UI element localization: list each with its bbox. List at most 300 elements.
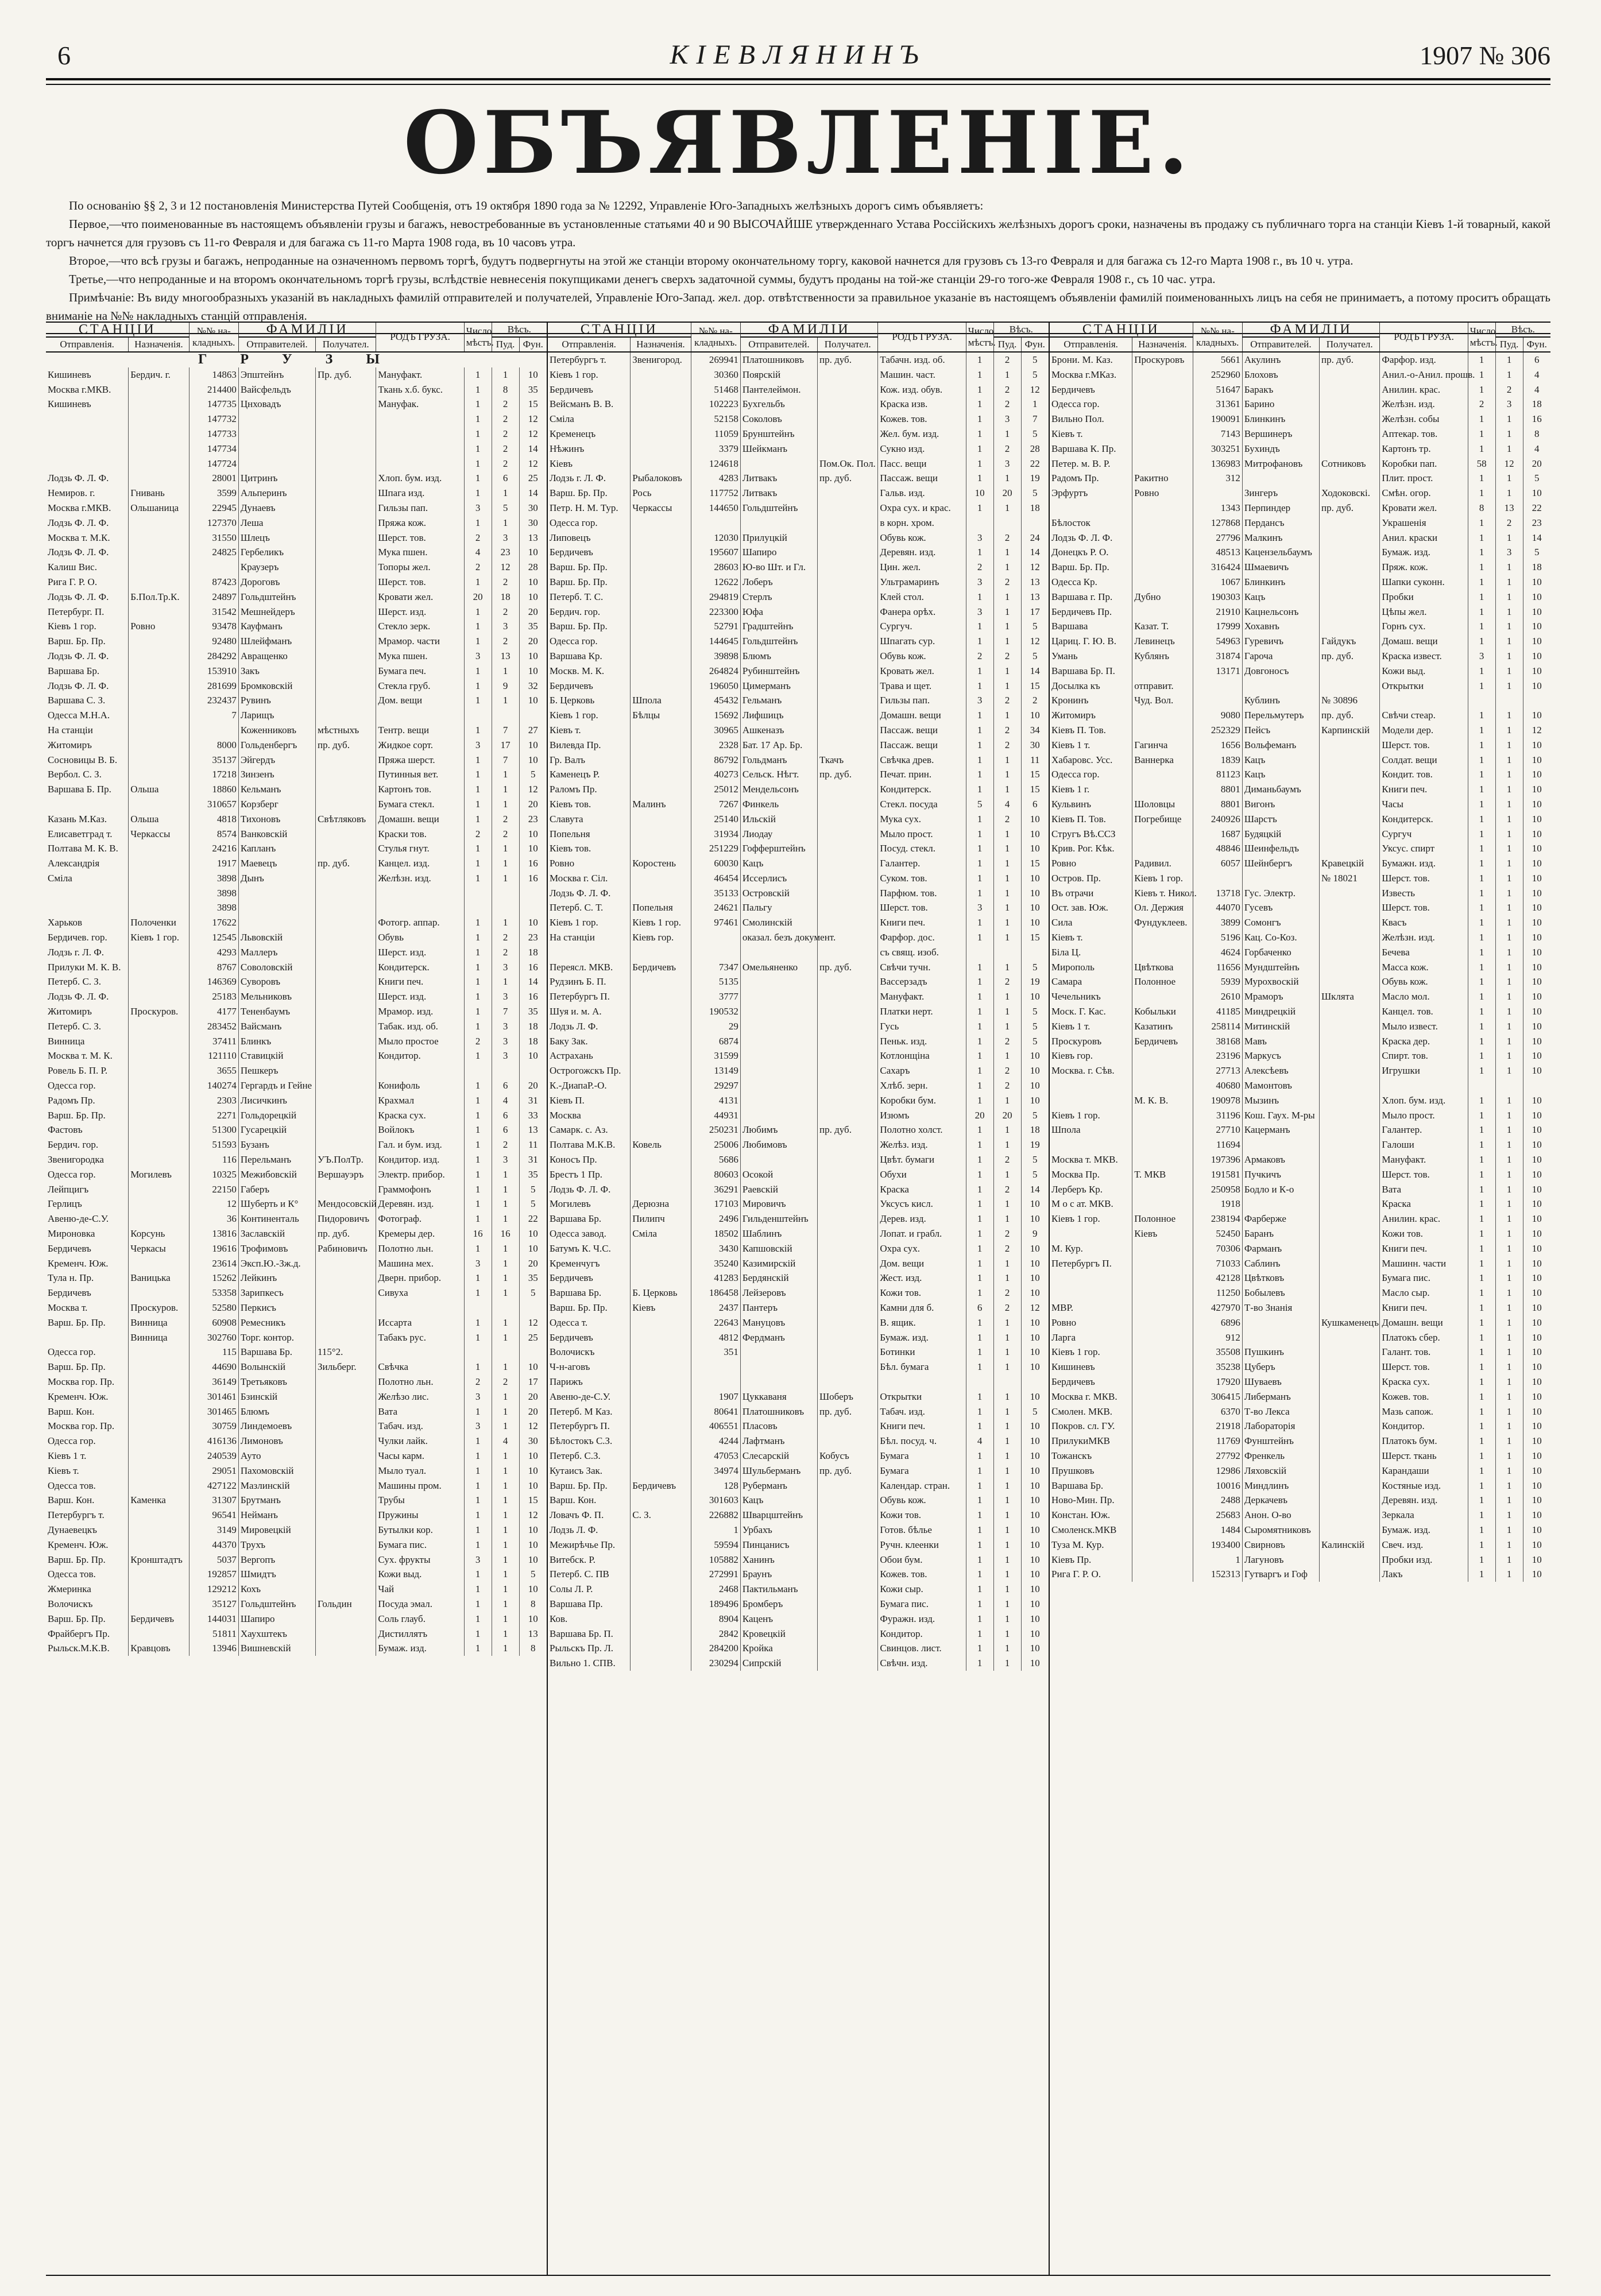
ledger-row bbox=[46, 1463, 547, 1478]
ledger-row bbox=[46, 1582, 547, 1597]
cell-funt: 10 bbox=[1532, 1361, 1542, 1373]
cell-waybill: 127370 bbox=[189, 516, 238, 531]
cell-sender: Нейманъ bbox=[238, 1508, 315, 1523]
cell-places: 1 bbox=[966, 989, 993, 1004]
cell-cargo: Кровати жел. bbox=[1380, 501, 1468, 516]
cell-places: 1 bbox=[1468, 1315, 1495, 1330]
ledger-table bbox=[548, 323, 1049, 1671]
cell-places: 1 bbox=[966, 886, 993, 901]
cell-sender: Авращенко bbox=[238, 649, 315, 664]
cell-sender: Фердманъ bbox=[740, 1330, 817, 1345]
cell-sender bbox=[238, 456, 315, 471]
cell-pud: 1 bbox=[1495, 1567, 1523, 1582]
cell-from-station: Моск. Г. Кас. bbox=[1050, 1004, 1132, 1019]
ledger-row bbox=[548, 649, 1049, 664]
cell-cargo: Желѣзн. изд. bbox=[1380, 930, 1468, 945]
ledger-row bbox=[548, 501, 1049, 516]
cell-places: 3 bbox=[464, 1389, 492, 1404]
cell-sender: Маллеръ bbox=[238, 945, 315, 960]
cell-from-station: Лодзь Ф. Л. Ф. bbox=[46, 649, 129, 664]
cell-waybill: 48513 bbox=[1193, 545, 1242, 560]
cell-waybill: 31550 bbox=[189, 531, 238, 545]
cell-to-station: Гнивань bbox=[129, 486, 189, 501]
ledger-row bbox=[1050, 1419, 1550, 1434]
cell-sender bbox=[1242, 1315, 1319, 1330]
ledger-row bbox=[46, 1419, 547, 1434]
cell-receiver: Сотниковъ bbox=[1320, 456, 1380, 471]
header-pud: Пуд. bbox=[1495, 337, 1523, 352]
cell-places: 1 bbox=[1468, 664, 1495, 679]
cell-cargo: Обои бум. bbox=[878, 1552, 966, 1567]
cell-to-station: Шпола bbox=[631, 693, 691, 708]
cell-from-station: МВР. bbox=[1050, 1300, 1132, 1315]
cell-places: 1 bbox=[966, 1641, 993, 1656]
cell-from-station: Констан. Юж. bbox=[1050, 1508, 1132, 1523]
cell-pud: 4 bbox=[492, 1093, 519, 1108]
cell-to-station: Могилевъ bbox=[129, 1167, 189, 1182]
ledger-row bbox=[1050, 619, 1550, 634]
cell-receiver bbox=[316, 545, 376, 560]
cell-receiver: пр. дуб. bbox=[1320, 649, 1380, 664]
ledger-row bbox=[548, 1078, 1049, 1093]
cell-pud: 1 bbox=[1495, 1034, 1523, 1049]
cell-from-station: Варш. Бр. Пр. bbox=[548, 1478, 631, 1493]
cell-funt: 5 bbox=[1032, 369, 1038, 380]
cell-places: 1 bbox=[966, 1271, 993, 1286]
cell-receiver bbox=[316, 1419, 376, 1434]
cell-funt: 10 bbox=[1030, 1480, 1040, 1491]
cell-sender: Баранъ bbox=[1242, 1226, 1319, 1241]
cell-sender: Баракъ bbox=[1242, 382, 1319, 397]
cell-funt: 34 bbox=[1030, 724, 1040, 735]
cell-cargo: Мануфакт. bbox=[1380, 1152, 1468, 1167]
cell-receiver bbox=[316, 782, 376, 797]
cell-from-station: Парижъ bbox=[548, 1374, 631, 1389]
ledger-row bbox=[46, 516, 547, 531]
cell-to-station bbox=[129, 1152, 189, 1167]
cell-places: 3 bbox=[464, 1552, 492, 1567]
cell-cargo: Свинцов. лист. bbox=[878, 1641, 966, 1656]
cell-to-station bbox=[631, 1019, 691, 1034]
cell-funt: 10 bbox=[1532, 961, 1542, 973]
cell-sender: Будяцкій bbox=[1242, 827, 1319, 842]
cell-sender: Мамонтовъ bbox=[1242, 1078, 1319, 1093]
cell-places: 1 bbox=[966, 1478, 993, 1493]
cell-pud: 3 bbox=[492, 960, 519, 975]
cell-places: 1 bbox=[1468, 427, 1495, 442]
cell-receiver bbox=[818, 1197, 878, 1211]
cell-receiver bbox=[316, 1315, 376, 1330]
cell-from-station: Шуя и. м. А. bbox=[548, 1004, 631, 1019]
cell-pud: 1 bbox=[492, 1538, 519, 1552]
cell-funt: 31 bbox=[528, 1094, 538, 1106]
cell-cargo: Уксус. спирт bbox=[1380, 841, 1468, 856]
cell-funt: 18 bbox=[1532, 398, 1542, 410]
cell-places: 1 bbox=[464, 1167, 492, 1182]
cell-waybill: 54963 bbox=[1193, 634, 1242, 649]
ledger-row bbox=[1050, 442, 1550, 456]
cell-waybill: 52791 bbox=[691, 619, 740, 634]
cell-cargo: Бумага пис. bbox=[376, 1538, 464, 1552]
ledger-section bbox=[548, 323, 1050, 2275]
cell-pud: 1 bbox=[492, 797, 519, 812]
ledger-row bbox=[1050, 989, 1550, 1004]
cell-sender: Эйгердъ bbox=[238, 753, 315, 768]
cell-receiver bbox=[316, 516, 376, 531]
cell-from-station: Москва. г. Сѣв. bbox=[1050, 1063, 1132, 1078]
cell-to-station: Кіевъ 1 гор. bbox=[631, 915, 691, 930]
cell-waybill: 147724 bbox=[189, 456, 238, 471]
cell-cargo: Свѣчи тучн. bbox=[878, 960, 966, 975]
cell-pud: 1 bbox=[492, 1271, 519, 1286]
cell-waybill: 4244 bbox=[691, 1434, 740, 1449]
cell-from-station: Кіевъ bbox=[548, 456, 631, 471]
ledger-row bbox=[548, 486, 1049, 501]
cell-receiver bbox=[316, 456, 376, 471]
cell-waybill: 48846 bbox=[1193, 841, 1242, 856]
ledger-row bbox=[46, 1019, 547, 1034]
cell-cargo: Бумаж. изд. bbox=[1380, 545, 1468, 560]
cell-funt: 10 bbox=[1030, 710, 1040, 721]
cell-from-station: Бердичевъ bbox=[548, 545, 631, 560]
ledger-row bbox=[46, 753, 547, 768]
cell-from-station: Петерб. С. З. bbox=[46, 1019, 129, 1034]
cell-cargo: Горнъ сух. bbox=[1380, 619, 1468, 634]
header-stations: СТАНЦІИ bbox=[46, 323, 189, 337]
cell-waybill: 252329 bbox=[1193, 723, 1242, 738]
cell-cargo: Кожев. тов. bbox=[1380, 1389, 1468, 1404]
cell-to-station bbox=[129, 1211, 189, 1226]
cell-receiver bbox=[316, 827, 376, 842]
cell-cargo: Пассаж. вещи bbox=[878, 723, 966, 738]
cell-cargo: Гальв. изд. bbox=[878, 486, 966, 501]
ledger-row bbox=[1050, 974, 1550, 989]
ledger-row bbox=[548, 1300, 1049, 1315]
cell-waybill: 53358 bbox=[189, 1286, 238, 1300]
cell-funt: 32 bbox=[528, 680, 538, 691]
cell-pud: 4 bbox=[492, 1434, 519, 1449]
cell-cargo: Лакъ bbox=[1380, 1567, 1468, 1582]
cell-places: 1 bbox=[1468, 1211, 1495, 1226]
cell-waybill: 17999 bbox=[1193, 619, 1242, 634]
cell-waybill: 8767 bbox=[189, 960, 238, 975]
cell-to-station: Б. Церковь bbox=[631, 1286, 691, 1300]
cell-cargo: Платки нерт. bbox=[878, 1004, 966, 1019]
ledger-row bbox=[548, 545, 1049, 560]
cell-places: 1 bbox=[966, 1567, 993, 1582]
cell-funt: 10 bbox=[1030, 1287, 1040, 1299]
cell-sender: Армаковъ bbox=[1242, 1152, 1319, 1167]
cell-waybill: 4177 bbox=[189, 1004, 238, 1019]
header-waybill: №№ на-кладныхъ. bbox=[189, 323, 238, 352]
cell-pud: 1 bbox=[993, 1523, 1021, 1538]
cell-funt: 10 bbox=[1030, 1524, 1040, 1535]
cell-waybill bbox=[1193, 871, 1242, 886]
cell-receiver bbox=[316, 605, 376, 620]
cell-funt: 10 bbox=[1030, 1569, 1040, 1580]
ledger-row bbox=[548, 827, 1049, 842]
cell-funt: 10 bbox=[1532, 872, 1542, 884]
cell-cargo: Охра сух. и крас. bbox=[878, 501, 966, 516]
ledger-row bbox=[1050, 1389, 1550, 1404]
cell-receiver: пр. дуб. bbox=[316, 1226, 376, 1241]
cell-to-station bbox=[1132, 1404, 1193, 1419]
cell-places: 1 bbox=[1468, 634, 1495, 649]
cell-cargo: Игрушки bbox=[1380, 1063, 1468, 1078]
cell-from-station bbox=[46, 427, 129, 442]
cell-pud: 2 bbox=[993, 531, 1021, 545]
issue-number: 1907 № 306 bbox=[1420, 41, 1550, 70]
cell-sender: Либерманъ bbox=[1242, 1389, 1319, 1404]
cell-places: 1 bbox=[464, 1137, 492, 1152]
cell-cargo: Сургуч. bbox=[878, 619, 966, 634]
cell-cargo bbox=[376, 886, 464, 901]
cell-places: 1 bbox=[464, 1108, 492, 1123]
cell-receiver bbox=[818, 367, 878, 382]
ledger-row bbox=[548, 1434, 1049, 1449]
cell-places: 1 bbox=[464, 679, 492, 694]
cell-cargo: Топоры жел. bbox=[376, 560, 464, 575]
cell-receiver: пр. дуб. bbox=[316, 738, 376, 753]
cargo-group-heading: Г Р У З Ы bbox=[198, 352, 395, 367]
cell-waybill: 5135 bbox=[691, 974, 740, 989]
cell-waybill: 294819 bbox=[691, 590, 740, 605]
cell-funt: 20 bbox=[528, 1080, 538, 1091]
cell-places: 1 bbox=[966, 1360, 993, 1374]
cell-sender: Ильскій bbox=[740, 812, 817, 827]
cell-places: 1 bbox=[1468, 812, 1495, 827]
ledger-row bbox=[1050, 1122, 1550, 1137]
cell-to-station bbox=[631, 575, 691, 590]
cell-pud: 1 bbox=[1495, 1226, 1523, 1241]
cell-sender: Цуккаваня bbox=[740, 1389, 817, 1404]
cell-waybill: 1839 bbox=[1193, 753, 1242, 768]
cell-places: 1 bbox=[1468, 827, 1495, 842]
cell-receiver bbox=[1320, 827, 1380, 842]
cell-places: 1 bbox=[1468, 1552, 1495, 1567]
cell-places: 1 bbox=[464, 723, 492, 738]
cell-sender: Кац. Со-Коз. bbox=[1242, 930, 1319, 945]
cell-pud: 1 bbox=[492, 367, 519, 382]
cell-from-station: Раломъ Пр. bbox=[548, 782, 631, 797]
cell-places bbox=[464, 1345, 492, 1360]
cell-to-station bbox=[129, 723, 189, 738]
cell-receiver: пр. дуб. bbox=[818, 1463, 878, 1478]
cell-receiver bbox=[316, 471, 376, 486]
cell-cargo: Желѣзн. изд. bbox=[1380, 397, 1468, 412]
cell-to-station bbox=[631, 812, 691, 827]
cell-pud: 1 bbox=[1495, 1389, 1523, 1404]
cell-receiver bbox=[316, 767, 376, 782]
cell-waybill: 35137 bbox=[189, 753, 238, 768]
cell-waybill: 21910 bbox=[1193, 605, 1242, 620]
cell-places: 1 bbox=[1468, 1197, 1495, 1211]
cell-pud: 2 bbox=[993, 1063, 1021, 1078]
cell-waybill: 92480 bbox=[189, 634, 238, 649]
ledger-row bbox=[46, 1627, 547, 1641]
ledger-row bbox=[1050, 1552, 1550, 1567]
cell-sender: Гусарецкій bbox=[238, 1122, 315, 1137]
cell-cargo: Краска сух. bbox=[1380, 1374, 1468, 1389]
cell-sender: Гольденбергъ bbox=[238, 738, 315, 753]
cell-receiver bbox=[316, 1004, 376, 1019]
cell-sender: Лагуновъ bbox=[1242, 1552, 1319, 1567]
cell-waybill: 31599 bbox=[691, 1048, 740, 1063]
cell-to-station bbox=[1132, 1419, 1193, 1434]
cell-cargo: Шерст. тов. bbox=[1380, 1167, 1468, 1182]
cell-places: 1 bbox=[464, 456, 492, 471]
cell-cargo bbox=[878, 1374, 966, 1389]
cell-from-station: Кіевъ тов. bbox=[548, 841, 631, 856]
cell-waybill: 51468 bbox=[691, 382, 740, 397]
ledger-row bbox=[548, 1538, 1049, 1552]
cell-funt: 12 bbox=[1030, 636, 1040, 647]
cell-to-station bbox=[1132, 767, 1193, 782]
cell-places: 1 bbox=[966, 1019, 993, 1034]
cell-cargo: Квасъ bbox=[1380, 915, 1468, 930]
cell-receiver bbox=[818, 1478, 878, 1493]
ledger-row bbox=[46, 989, 547, 1004]
cell-cargo: Кондитерск. bbox=[1380, 812, 1468, 827]
cell-from-station: Москва гор. Пр. bbox=[46, 1419, 129, 1434]
cell-places: 1 bbox=[464, 367, 492, 382]
cell-funt: 25 bbox=[528, 1331, 538, 1343]
cell-to-station: Кіевъ т. Никол. bbox=[1132, 886, 1193, 901]
ledger-row bbox=[46, 1389, 547, 1404]
ledger-row bbox=[46, 782, 547, 797]
ledger-row bbox=[46, 1256, 547, 1271]
cell-from-station: Ч-н-аговъ bbox=[548, 1360, 631, 1374]
cell-to-station bbox=[631, 516, 691, 531]
cell-pud: 2 bbox=[993, 397, 1021, 412]
cell-receiver bbox=[316, 1434, 376, 1449]
cell-sender: Цимерманъ bbox=[740, 679, 817, 694]
cell-funt: 18 bbox=[528, 946, 538, 958]
cell-cargo: Ботинки bbox=[878, 1345, 966, 1360]
cell-pud: 1 bbox=[492, 1211, 519, 1226]
cell-cargo: Шпага изд. bbox=[376, 486, 464, 501]
ledger-row bbox=[1050, 693, 1550, 708]
cell-waybill: 2271 bbox=[189, 1108, 238, 1123]
cell-receiver bbox=[316, 679, 376, 694]
cell-to-station bbox=[631, 1182, 691, 1197]
cell-places: 1 bbox=[966, 1093, 993, 1108]
cell-waybill: 1687 bbox=[1193, 827, 1242, 842]
cell-waybill: 312 bbox=[1193, 471, 1242, 486]
cell-receiver bbox=[1320, 412, 1380, 427]
cell-sender: Бузанъ bbox=[238, 1137, 315, 1152]
cell-to-station bbox=[1132, 516, 1193, 531]
cell-sender: Кохъ bbox=[238, 1582, 315, 1597]
cell-sender: Блюмъ bbox=[740, 649, 817, 664]
header-weight: Вѣсъ. bbox=[1495, 323, 1550, 337]
cell-sender: Ларищъ bbox=[238, 708, 315, 723]
cell-to-station bbox=[129, 900, 189, 915]
cell-receiver bbox=[818, 886, 878, 901]
ledger-row bbox=[46, 1315, 547, 1330]
cell-places: 1 bbox=[464, 634, 492, 649]
cell-sender: Митинскій bbox=[1242, 1019, 1319, 1034]
cell-waybill: 192857 bbox=[189, 1567, 238, 1582]
cell-cargo: Свѣчн. изд. bbox=[878, 1656, 966, 1671]
cell-places: 1 bbox=[966, 974, 993, 989]
cell-from-station: Витебск. Р. bbox=[548, 1552, 631, 1567]
cell-funt: 35 bbox=[528, 1006, 538, 1017]
ledger-section bbox=[1050, 323, 1550, 2275]
cell-to-station bbox=[129, 679, 189, 694]
cell-receiver bbox=[818, 1034, 878, 1049]
cell-pud: 1 bbox=[993, 1211, 1021, 1226]
cell-places: 1 bbox=[464, 1182, 492, 1197]
cell-cargo: Украшенія bbox=[1380, 516, 1468, 531]
cell-to-station bbox=[129, 1449, 189, 1463]
cell-receiver: пр. дуб. bbox=[818, 1122, 878, 1137]
ledger-row bbox=[548, 1419, 1049, 1434]
ledger-row bbox=[46, 915, 547, 930]
cell-pud: 1 bbox=[1495, 1463, 1523, 1478]
cell-pud: 1 bbox=[1495, 1048, 1523, 1063]
cell-waybill: 8000 bbox=[189, 738, 238, 753]
cell-waybill: 30360 bbox=[691, 367, 740, 382]
cell-cargo: Мануфак. bbox=[376, 397, 464, 412]
cell-waybill: 13149 bbox=[691, 1063, 740, 1078]
cell-receiver bbox=[818, 516, 878, 531]
cell-receiver bbox=[1320, 753, 1380, 768]
cell-from-station: Москва г.МКВ. bbox=[46, 501, 129, 516]
cell-waybill: 24825 bbox=[189, 545, 238, 560]
cell-places: 1 bbox=[966, 856, 993, 871]
cell-waybill: 22945 bbox=[189, 501, 238, 516]
cell-places: 3 bbox=[464, 501, 492, 516]
cell-cargo: Обувь кож. bbox=[1380, 974, 1468, 989]
cell-to-station bbox=[129, 1078, 189, 1093]
cell-pud: 2 bbox=[993, 1034, 1021, 1049]
cell-pud: 1 bbox=[993, 1508, 1021, 1523]
cell-places: 3 bbox=[464, 738, 492, 753]
cell-pud: 1 bbox=[1495, 708, 1523, 723]
cell-pud: 1 bbox=[993, 886, 1021, 901]
cell-funt bbox=[1523, 1078, 1550, 1093]
cell-from-station bbox=[46, 886, 129, 901]
cell-places: 1 bbox=[1468, 1093, 1495, 1108]
cell-to-station bbox=[1132, 501, 1193, 516]
cell-waybill: 1918 bbox=[1193, 1197, 1242, 1211]
cell-to-station: Рыбалоковъ bbox=[631, 471, 691, 486]
cell-receiver bbox=[316, 634, 376, 649]
cell-sender: Вигонъ bbox=[1242, 797, 1319, 812]
header-pud: Пуд. bbox=[993, 337, 1021, 352]
cell-to-station bbox=[129, 1108, 189, 1123]
cell-to-station bbox=[129, 1137, 189, 1152]
cell-funt: 20 bbox=[528, 798, 538, 810]
cell-receiver bbox=[316, 1093, 376, 1108]
cell-funt: 22 bbox=[1532, 502, 1542, 513]
cell-sender: Пейсъ bbox=[1242, 723, 1319, 738]
header-from: Отправленія. bbox=[1050, 337, 1132, 352]
cell-waybill: 25683 bbox=[1193, 1508, 1242, 1523]
ledger-row bbox=[1050, 1523, 1550, 1538]
cell-sender: Пердансъ bbox=[1242, 516, 1319, 531]
cell-waybill: 140274 bbox=[189, 1078, 238, 1093]
cell-pud: 7 bbox=[492, 753, 519, 768]
cell-waybill: 3898 bbox=[189, 886, 238, 901]
cell-waybill: 310657 bbox=[189, 797, 238, 812]
header-surnames: ФАМИЛІИ bbox=[1242, 323, 1380, 337]
cell-to-station: Попельня bbox=[631, 900, 691, 915]
header-pud: Пуд. bbox=[492, 337, 519, 352]
cell-places: 1 bbox=[966, 1656, 993, 1671]
cell-sender bbox=[740, 1345, 817, 1360]
